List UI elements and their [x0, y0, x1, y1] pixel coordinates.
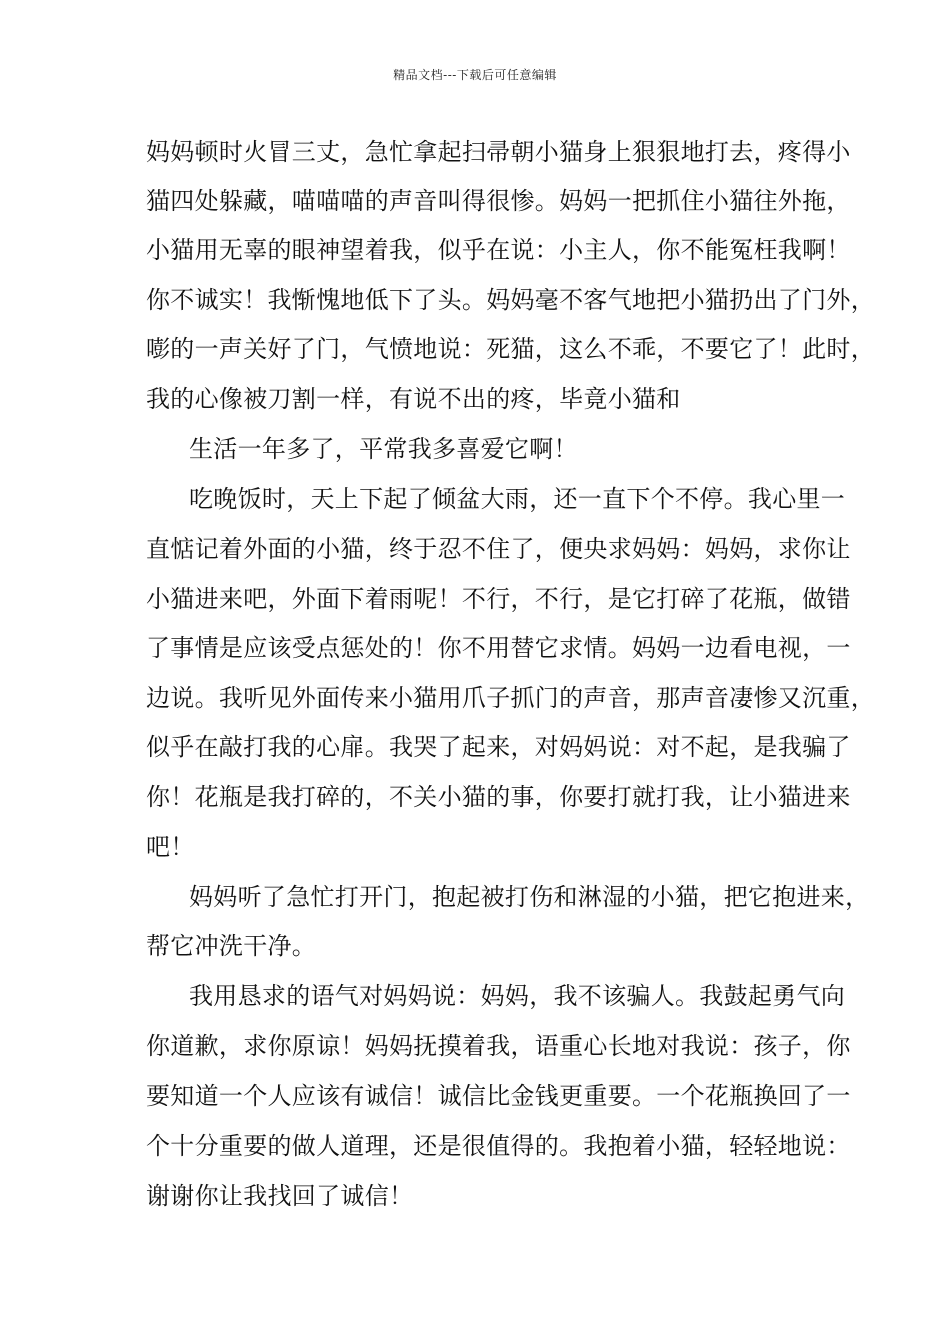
text-line: 个十分重要的做人道理，还是很值得的。我抱着小猫，轻轻地说： [146, 1132, 851, 1160]
text-line: 妈妈顿时火冒三丈，急忙拿起扫帚朝小猫身上狠狠地打去，疼得小 [146, 138, 851, 166]
text-line: 吃晚饭时，天上下起了倾盆大雨，还一直下个不停。我心里一 [189, 485, 846, 513]
text-line: 似乎在敲打我的心扉。我哭了起来，对妈妈说：对不起，是我骗了 [146, 733, 851, 761]
text-line: 小猫用无辜的眼神望着我，似乎在说：小主人，你不能冤枉我啊！ [146, 236, 851, 264]
text-line: 妈妈听了急忙打开门，抱起被打伤和淋湿的小猫，把它抱进来， [189, 883, 870, 911]
text-line: 直惦记着外面的小猫，终于忍不住了，便央求妈妈：妈妈，求你让 [146, 535, 851, 563]
text-line: 了事情是应该受点惩处的！你不用替它求情。妈妈一边看电视，一 [146, 634, 851, 662]
text-line: 边说。我听见外面传来小猫用爪子抓门的声音，那声音凄惨又沉重， [146, 684, 875, 712]
text-line: 生活一年多了，平常我多喜爱它啊！ [189, 435, 578, 463]
text-line: 嘭的一声关好了门，气愤地说：死猫，这么不乖，不要它了！此时， [146, 335, 875, 363]
text-line: 你道歉，求你原谅！妈妈抚摸着我，语重心长地对我说：孩子，你 [146, 1032, 851, 1060]
text-line: 小猫进来吧，外面下着雨呢！不行，不行，是它打碎了花瓶，做错 [146, 585, 851, 613]
text-line: 谢谢你让我找回了诚信！ [146, 1182, 414, 1210]
text-line: 我的心像被刀割一样，有说不出的疼，毕竟小猫和 [146, 385, 681, 413]
text-line: 我用恳求的语气对妈妈说：妈妈，我不该骗人。我鼓起勇气向 [189, 982, 846, 1010]
text-line: 你！花瓶是我打碎的，不关小猫的事，你要打就打我，让小猫进来 [146, 783, 851, 811]
text-line: 要知道一个人应该有诚信！诚信比金钱更重要。一个花瓶换回了一 [146, 1082, 851, 1110]
text-line: 吧！ [146, 833, 195, 861]
text-line: 猫四处躲藏，喵喵喵的声音叫得很惨。妈妈一把抓住小猫往外拖， [146, 187, 851, 215]
text-line: 帮它冲洗干净。 [146, 932, 317, 960]
text-line: 你不诚实！我惭愧地低下了头。妈妈毫不客气地把小猫扔出了门外， [146, 286, 875, 314]
page-header: 精品文档---下载后可任意编辑 [393, 68, 557, 82]
